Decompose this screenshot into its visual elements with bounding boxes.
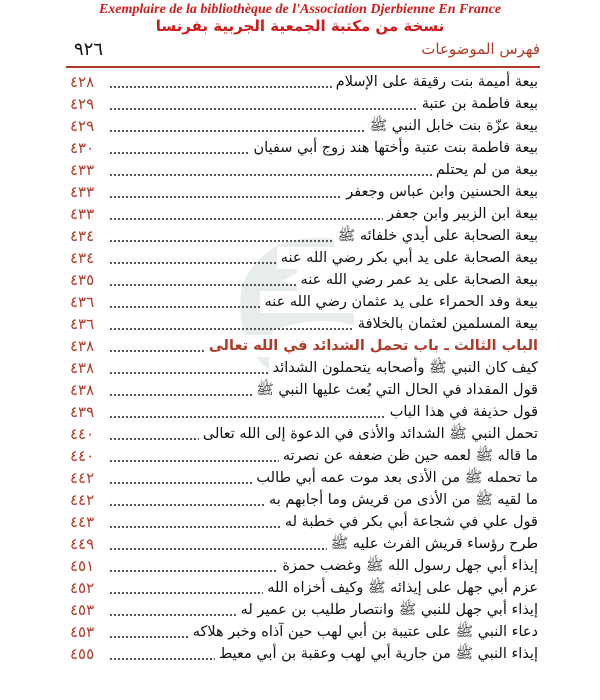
toc-entry-title: بيعة وفد الحمراء على يد عثمان رضي الله عنه	[260, 291, 540, 313]
toc-entry-page: ٤٥٢	[66, 577, 96, 599]
page-header	[66, 38, 540, 60]
toc-entry-title: بيعة فاطمة بن عتبة	[418, 93, 540, 115]
toc-entry	[66, 555, 540, 577]
toc-entry	[66, 511, 540, 533]
toc-entry-page: ٤٢٩	[66, 93, 96, 115]
toc-entry-page: ٤٣٤	[66, 247, 96, 269]
toc-entry	[66, 225, 540, 247]
toc-entry-page: ٤٣٦	[66, 291, 96, 313]
toc-entry-title: كيف كان النبي ﷺ وأصحابه يتحملون الشدائد	[269, 357, 540, 379]
toc-entry-title: بيعة ابن الزبير وابن جعفر	[383, 203, 540, 225]
toc-entry	[66, 621, 540, 643]
toc-entry	[66, 71, 540, 93]
toc-entry-title: بيعة الصحابة على يد أبي بكر رضي الله عنه	[277, 247, 540, 269]
toc-entry-page: ٤٣٨	[66, 357, 96, 379]
toc-entry	[66, 313, 540, 335]
toc-entry-page: ٤٤٢	[66, 489, 96, 511]
toc-entry-title: بيعة فاطمة بنت عتبة وأختها هند زوج أبي سفيان	[250, 137, 540, 159]
toc-entry-title: دعاء النبي ﷺ على عتيبة بن أبي لهب حين آذاه وخبر هلاكه	[189, 621, 540, 643]
toc-entry	[66, 115, 540, 137]
toc-entry-title: ما لقيه ﷺ من الأذى من قريش وما أجابهم به	[265, 489, 540, 511]
toc-entry-title: بيعة أميمة بنت رقيقة على الإسلام	[332, 71, 540, 93]
toc-entry-title: الباب الثالث ـ باب تحمل الشدائد في الله تعالى	[205, 335, 540, 357]
toc-entry	[66, 445, 540, 467]
toc-entry-title: قول المقداد في الحال التي بُعث عليها النبي ﷺ	[252, 379, 540, 401]
toc-entry-page: ٤٢٩	[66, 115, 96, 137]
toc-entry-title: بيعة الصحابة على يد عمر رضي الله عنه	[297, 269, 541, 291]
toc-entry-title: بيعة الحسنين وابن عباس وجعفر	[342, 181, 540, 203]
toc-entry-title: بيعة من لم يحتلم	[432, 159, 540, 181]
toc-entry-title: بيعة عزّة بنت خابل النبي ﷺ	[366, 115, 540, 137]
toc-entry-title: طرح رؤساء قريش الفرث عليه ﷺ	[327, 533, 540, 555]
toc-entry	[66, 599, 540, 621]
toc-entry-page: ٤٣٠	[66, 137, 96, 159]
toc-entry	[66, 577, 540, 599]
running-title: فهرس الموضوعات	[421, 40, 540, 58]
toc-entry-page: ٤٥٣	[66, 599, 96, 621]
toc-entry-page: ٤٣٦	[66, 313, 96, 335]
toc-entry-page: ٤٤٠	[66, 423, 96, 445]
toc-entry	[66, 203, 540, 225]
toc-entry-title: بيعة الصحابة على أيدي خلفائه ﷺ	[334, 225, 540, 247]
toc-entry	[66, 489, 540, 511]
toc-entry	[66, 159, 540, 181]
toc-entry-page: ٤٥٣	[66, 621, 96, 643]
table-of-contents	[66, 71, 540, 665]
watermark-latin: Exemplaire de la bibliothèque de l'Association Djerbienne En France	[98, 2, 502, 17]
toc-entry-title: عزم أبي جهل على إيذائه ﷺ وكيف أخزاه الله	[263, 577, 540, 599]
page-number: ٩٢٦	[74, 39, 104, 60]
toc-entry-page: ٤٥١	[66, 555, 96, 577]
toc-entry	[66, 401, 540, 423]
toc-entry	[66, 247, 540, 269]
toc-entry-page: ٤٣٣	[66, 181, 96, 203]
toc-entry-title: قول حذيفة في هذا الباب	[386, 401, 540, 423]
toc-entry-page: ٤٤٣	[66, 511, 96, 533]
toc-entry	[66, 93, 540, 115]
toc-entry-title: تحمل النبي ﷺ الشدائد والأذى في الدعوة إلى الله تعالى	[199, 423, 540, 445]
toc-entry-title: ما تحمله ﷺ من الأذى بعد موت عمه أبي طالب	[252, 467, 540, 489]
toc-entry-page: ٤٤٩	[66, 533, 96, 555]
toc-entry	[66, 423, 540, 445]
toc-entry	[66, 137, 540, 159]
toc-entry	[66, 269, 540, 291]
toc-entry	[66, 291, 540, 313]
toc-entry-title: إيذاء النبي ﷺ من جارية أبي لهب وعقبة بن أبي معيط	[215, 643, 540, 665]
toc-entry-page: ٤٣٥	[66, 269, 96, 291]
toc-entry	[66, 533, 540, 555]
header-rule	[66, 66, 540, 68]
toc-entry-page: ٤٣٩	[66, 401, 96, 423]
toc-entry-page: ٤٣٤	[66, 225, 96, 247]
toc-entry	[66, 643, 540, 665]
watermark-arabic: نسخة من مكتبة الجمعية الجربية بفرنسا	[155, 17, 445, 35]
toc-entry-page: ٤٤٠	[66, 445, 96, 467]
toc-entry-page: ٤٢٨	[66, 71, 96, 93]
toc-chapter-heading	[66, 335, 540, 357]
toc-entry	[66, 379, 540, 401]
toc-entry-title: إيذاء أبي جهل للنبي ﷺ وانتصار طليب بن عمير له	[237, 599, 540, 621]
toc-entry	[66, 181, 540, 203]
toc-entry-title: بيعة المسلمين لعثمان بالخلافة	[354, 313, 540, 335]
toc-entry	[66, 467, 540, 489]
toc-entry-page: ٤٣٨	[66, 379, 96, 401]
toc-entry-page: ٤٤٢	[66, 467, 96, 489]
toc-entry-page: ٤٣٨	[66, 335, 96, 357]
toc-entry-title: قول علي في شجاعة أبي بكر في خطبة له	[281, 511, 540, 533]
toc-entry	[66, 357, 540, 379]
toc-entry-page: ٤٥٥	[66, 643, 96, 665]
toc-entry-page: ٤٣٣	[66, 159, 96, 181]
toc-entry-title: ما قاله ﷺ لعمه حين ظن ضعفه عن نصرته	[279, 445, 540, 467]
toc-entry-title: إيذاء أبي جهل رسول الله ﷺ وغضب حمزة	[278, 555, 540, 577]
toc-entry-page: ٤٣٣	[66, 203, 96, 225]
